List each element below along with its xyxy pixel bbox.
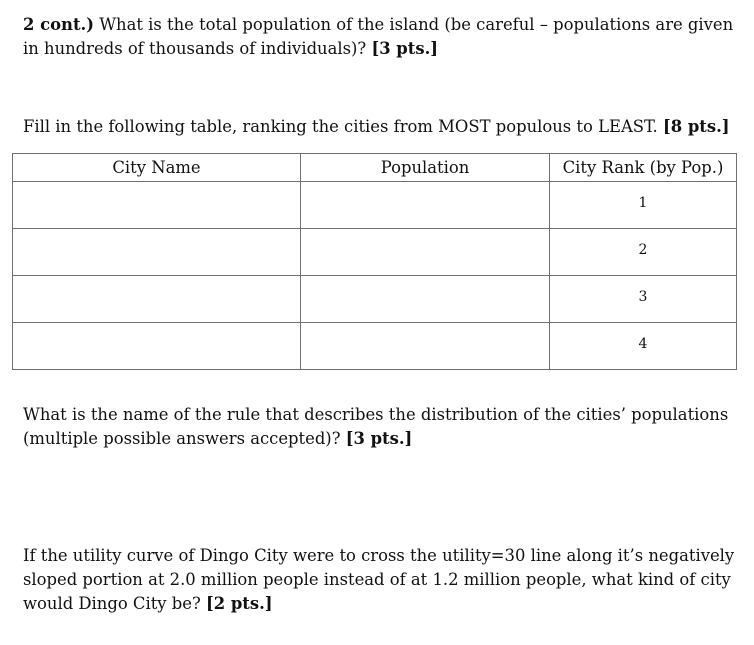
rank-cell: 3 [550,276,737,323]
table-row [13,276,737,323]
header-population: Population [301,154,550,182]
question-text: If the utility curve of Dingo City were to cross the utility=30 line along it’s negatively sloped portion at 2.0 million people instead of at 1.2 million people, what kind of city would Dingo City be? [23,546,735,613]
city-rank-table [12,153,737,370]
question-total-population [23,13,738,61]
header-city-rank: City Rank (by Pop.) [550,154,737,182]
question-dingo-city [23,544,738,616]
question-rank-table [23,115,738,139]
question-text: What is the total population of the island (be careful – populations are given in hundreds of thousands of individuals)? [23,15,734,58]
table-row [13,229,737,276]
header-city-name: City Name [13,154,301,182]
rank-cell: 1 [550,182,737,229]
table-row [13,182,737,229]
table-row [13,323,737,370]
table-header-row [13,154,737,182]
question-text: Fill in the following table, ranking the cities from MOST populous to LEAST. [23,117,663,136]
question-points: [8 pts.] [662,117,730,136]
city-name-cell[interactable] [13,323,301,370]
question-points: [3 pts.] [371,39,439,58]
population-cell[interactable] [301,229,550,276]
population-cell[interactable] [301,182,550,229]
rank-cell: 4 [550,323,737,370]
city-name-cell[interactable] [13,182,301,229]
population-cell[interactable] [301,276,550,323]
city-name-cell[interactable] [13,276,301,323]
rank-cell: 2 [550,229,737,276]
question-points: [2 pts.] [205,594,273,613]
city-name-cell[interactable] [13,229,301,276]
question-number: 2 cont.) [23,15,94,34]
question-distribution-rule [23,403,738,451]
question-points: [3 pts.] [345,429,413,448]
question-text: What is the name of the rule that describes the distribution of the cities’ populations (multiple possible answers accepted)? [23,405,729,448]
population-cell[interactable] [301,323,550,370]
